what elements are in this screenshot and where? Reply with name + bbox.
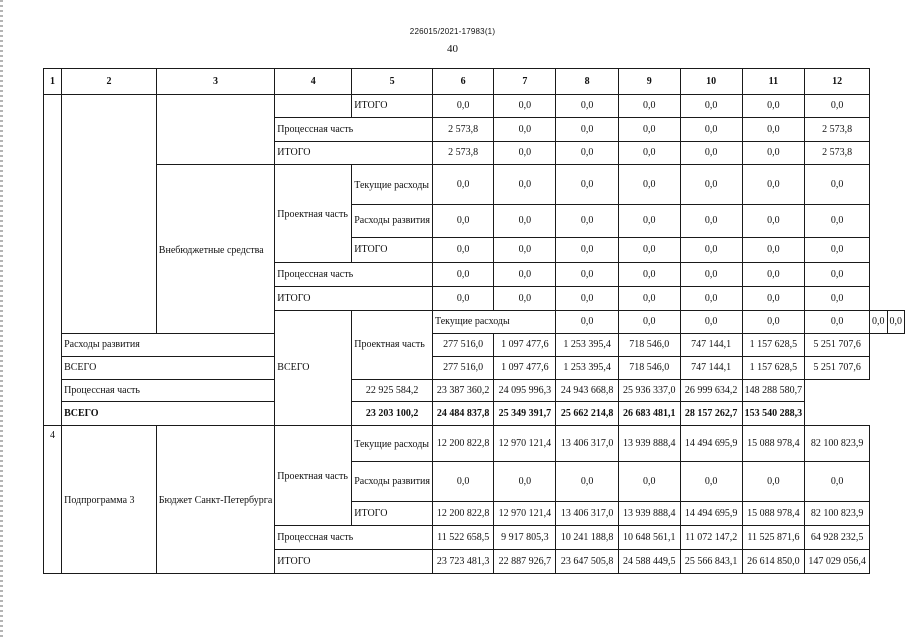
value-cell: 25 566 843,1	[680, 550, 742, 574]
value-cell: 0,0	[618, 165, 680, 205]
value-cell: 0,0	[556, 462, 618, 502]
row-label: Текущие расходы	[352, 426, 433, 462]
value-cell: 0,0	[494, 95, 556, 118]
value-cell: 0,0	[432, 462, 493, 502]
value-cell: 0,0	[556, 165, 618, 205]
value-cell: 0,0	[494, 205, 556, 238]
value-cell: 26 683 481,1	[618, 402, 680, 426]
table-row	[44, 95, 905, 118]
value-cell: 277 516,0	[432, 334, 493, 357]
value-cell: 28 157 262,7	[680, 402, 742, 426]
column-number: 3	[156, 69, 274, 95]
value-cell: 13 939 888,4	[618, 502, 680, 526]
row-label: Процессная часть	[275, 263, 433, 287]
value-cell: 11 525 871,6	[742, 526, 805, 550]
value-cell: 153 540 288,3	[742, 402, 805, 426]
value-cell: 0,0	[556, 205, 618, 238]
value-cell: 718 546,0	[618, 357, 680, 380]
value-cell: 0,0	[618, 95, 680, 118]
row-label: ИТОГО	[352, 238, 433, 263]
value-cell: 0,0	[618, 118, 680, 142]
value-cell: 0,0	[618, 142, 680, 165]
value-cell: 1 097 477,6	[494, 334, 556, 357]
value-cell: 1 157 628,5	[742, 334, 805, 357]
column-number: 10	[680, 69, 742, 95]
value-cell: 0,0	[805, 238, 870, 263]
value-cell: 22 925 584,2	[352, 380, 433, 402]
column-number: 9	[618, 69, 680, 95]
value-cell: 0,0	[742, 311, 805, 334]
value-cell: 0,0	[742, 95, 805, 118]
value-cell: 14 494 695,9	[680, 502, 742, 526]
value-cell: 0,0	[805, 95, 870, 118]
value-cell: 0,0	[680, 311, 742, 334]
table-row	[44, 165, 905, 205]
row-label: ВСЕГО	[62, 357, 275, 380]
row-label: Расходы развития	[62, 334, 275, 357]
part-cell: Проектная часть	[275, 426, 352, 526]
value-cell: 25 349 391,7	[494, 402, 556, 426]
row-label: ИТОГО	[275, 550, 433, 574]
value-cell: 0,0	[887, 311, 905, 334]
value-cell: 0,0	[805, 462, 870, 502]
number-cell	[44, 95, 62, 426]
value-cell: 0,0	[618, 205, 680, 238]
value-cell: 0,0	[556, 263, 618, 287]
value-cell: 0,0	[494, 238, 556, 263]
table-row	[44, 380, 905, 402]
value-cell: 0,0	[805, 205, 870, 238]
value-cell: 0,0	[556, 142, 618, 165]
value-cell: 718 546,0	[618, 334, 680, 357]
value-cell: 82 100 823,9	[805, 502, 870, 526]
value-cell: 0,0	[494, 287, 556, 311]
value-cell: 13 406 317,0	[556, 502, 618, 526]
column-number: 8	[556, 69, 618, 95]
value-cell: 0,0	[556, 118, 618, 142]
column-number: 6	[432, 69, 493, 95]
value-cell: 0,0	[432, 205, 493, 238]
value-cell: 0,0	[680, 462, 742, 502]
value-cell: 0,0	[556, 287, 618, 311]
value-cell: 2 573,8	[805, 142, 870, 165]
value-cell: 12 200 822,8	[432, 502, 493, 526]
row-label: ВСЕГО	[62, 402, 352, 426]
column-number: 11	[742, 69, 805, 95]
value-cell: 12 970 121,4	[494, 502, 556, 526]
row-label: ИТОГО	[352, 95, 433, 118]
row-label: ИТОГО	[352, 502, 433, 526]
source-cell: Проектная часть	[352, 311, 433, 380]
value-cell: 0,0	[680, 263, 742, 287]
value-cell: 25 662 214,8	[556, 402, 618, 426]
value-cell: 64 928 232,5	[805, 526, 870, 550]
value-cell: 24 943 668,8	[556, 380, 618, 402]
value-cell: 22 887 926,7	[494, 550, 556, 574]
value-cell: 5 251 707,6	[805, 357, 870, 380]
value-cell: 0,0	[870, 311, 888, 334]
value-cell: 0,0	[618, 287, 680, 311]
column-number: 5	[352, 69, 433, 95]
value-cell: 12 200 822,8	[432, 426, 493, 462]
table-row	[44, 402, 905, 426]
value-cell: 1 097 477,6	[494, 357, 556, 380]
value-cell: 0,0	[742, 165, 805, 205]
value-cell: 0,0	[556, 238, 618, 263]
name-cell: Подпрограмма 3	[62, 426, 157, 574]
value-cell: 2 573,8	[432, 118, 493, 142]
value-cell: 23 203 100,2	[352, 402, 433, 426]
value-cell: 0,0	[556, 311, 618, 334]
value-cell: 0,0	[742, 238, 805, 263]
value-cell: 148 288 580,7	[742, 380, 805, 402]
table-row	[44, 334, 905, 357]
value-cell: 9 917 805,3	[494, 526, 556, 550]
value-cell: 23 647 505,8	[556, 550, 618, 574]
value-cell: 5 251 707,6	[805, 334, 870, 357]
table-row	[44, 357, 905, 380]
value-cell: 2 573,8	[432, 142, 493, 165]
scan-edge	[0, 0, 3, 640]
column-number: 1	[44, 69, 62, 95]
value-cell: 25 936 337,0	[618, 380, 680, 402]
value-cell: 0,0	[432, 287, 493, 311]
value-cell: 82 100 823,9	[805, 426, 870, 462]
budget-table	[43, 68, 905, 574]
value-cell: 0,0	[680, 205, 742, 238]
value-cell: 0,0	[494, 118, 556, 142]
value-cell: 0,0	[618, 238, 680, 263]
value-cell: 0,0	[618, 462, 680, 502]
value-cell: 1 253 395,4	[556, 357, 618, 380]
value-cell: 24 588 449,5	[618, 550, 680, 574]
value-cell: 24 095 996,3	[494, 380, 556, 402]
header-row	[44, 69, 905, 95]
value-cell: 0,0	[494, 462, 556, 502]
row-label: Расходы развития	[352, 462, 433, 502]
value-cell: 0,0	[805, 263, 870, 287]
value-cell: 15 088 978,4	[742, 502, 805, 526]
part-cell: Проектная часть	[275, 165, 352, 263]
value-cell: 2 573,8	[805, 118, 870, 142]
value-cell: 0,0	[680, 238, 742, 263]
value-cell: 0,0	[432, 95, 493, 118]
value-cell: 24 484 837,8	[432, 402, 493, 426]
value-cell: 0,0	[805, 165, 870, 205]
value-cell: 0,0	[680, 165, 742, 205]
value-cell: 0,0	[432, 263, 493, 287]
value-cell: 0,0	[494, 142, 556, 165]
value-cell: 0,0	[556, 95, 618, 118]
value-cell: 0,0	[742, 263, 805, 287]
value-cell: 1 157 628,5	[742, 357, 805, 380]
row-label: Расходы развития	[352, 205, 433, 238]
value-cell: 11 522 658,5	[432, 526, 493, 550]
value-cell: 0,0	[618, 311, 680, 334]
row-label: Процессная часть	[275, 118, 433, 142]
value-cell: 13 406 317,0	[556, 426, 618, 462]
value-cell: 0,0	[680, 118, 742, 142]
row-label: ИТОГО	[275, 142, 433, 165]
value-cell: 0,0	[742, 205, 805, 238]
column-number: 4	[275, 69, 352, 95]
column-number: 7	[494, 69, 556, 95]
row-label: ИТОГО	[275, 287, 433, 311]
part-cell	[275, 95, 352, 118]
value-cell: 0,0	[432, 165, 493, 205]
name-cell	[62, 95, 157, 334]
value-cell: 14 494 695,9	[680, 426, 742, 462]
value-cell: 0,0	[805, 287, 870, 311]
value-cell: 0,0	[742, 462, 805, 502]
value-cell: 15 088 978,4	[742, 426, 805, 462]
value-cell: 0,0	[680, 95, 742, 118]
value-cell: 747 144,1	[680, 357, 742, 380]
value-cell: 10 648 561,1	[618, 526, 680, 550]
total-label-cell: ВСЕГО	[275, 311, 352, 426]
value-cell: 147 029 056,4	[805, 550, 870, 574]
row-label: Текущие расходы	[352, 165, 433, 205]
value-cell: 0,0	[618, 263, 680, 287]
document-reference: 226015/2021-17983(1)	[409, 27, 496, 36]
value-cell: 0,0	[742, 287, 805, 311]
value-cell: 23 723 481,3	[432, 550, 493, 574]
value-cell: 0,0	[805, 311, 870, 334]
value-cell: 11 072 147,2	[680, 526, 742, 550]
value-cell: 26 999 634,2	[680, 380, 742, 402]
value-cell: 747 144,1	[680, 334, 742, 357]
source-cell: Бюджет Санкт-Петербурга	[156, 426, 274, 574]
value-cell: 0,0	[680, 142, 742, 165]
source-cell: Внебюджетные средства	[156, 165, 274, 334]
value-cell: 0,0	[494, 263, 556, 287]
row-label: Процессная часть	[275, 526, 433, 550]
value-cell: 0,0	[494, 165, 556, 205]
value-cell: 12 970 121,4	[494, 426, 556, 462]
value-cell: 0,0	[742, 142, 805, 165]
row-label: Процессная часть	[62, 380, 352, 402]
value-cell: 277 516,0	[432, 357, 493, 380]
value-cell: 13 939 888,4	[618, 426, 680, 462]
column-number: 12	[805, 69, 870, 95]
value-cell: 23 387 360,2	[432, 380, 493, 402]
value-cell: 0,0	[680, 287, 742, 311]
value-cell: 0,0	[432, 238, 493, 263]
page-number: 40	[447, 43, 458, 55]
row-label: Текущие расходы	[432, 311, 556, 334]
row-number: 4	[44, 426, 62, 574]
value-cell: 0,0	[742, 118, 805, 142]
column-number: 2	[62, 69, 157, 95]
source-cell	[156, 95, 274, 165]
value-cell: 1 253 395,4	[556, 334, 618, 357]
value-cell: 10 241 188,8	[556, 526, 618, 550]
value-cell: 26 614 850,0	[742, 550, 805, 574]
table-row	[44, 426, 905, 462]
